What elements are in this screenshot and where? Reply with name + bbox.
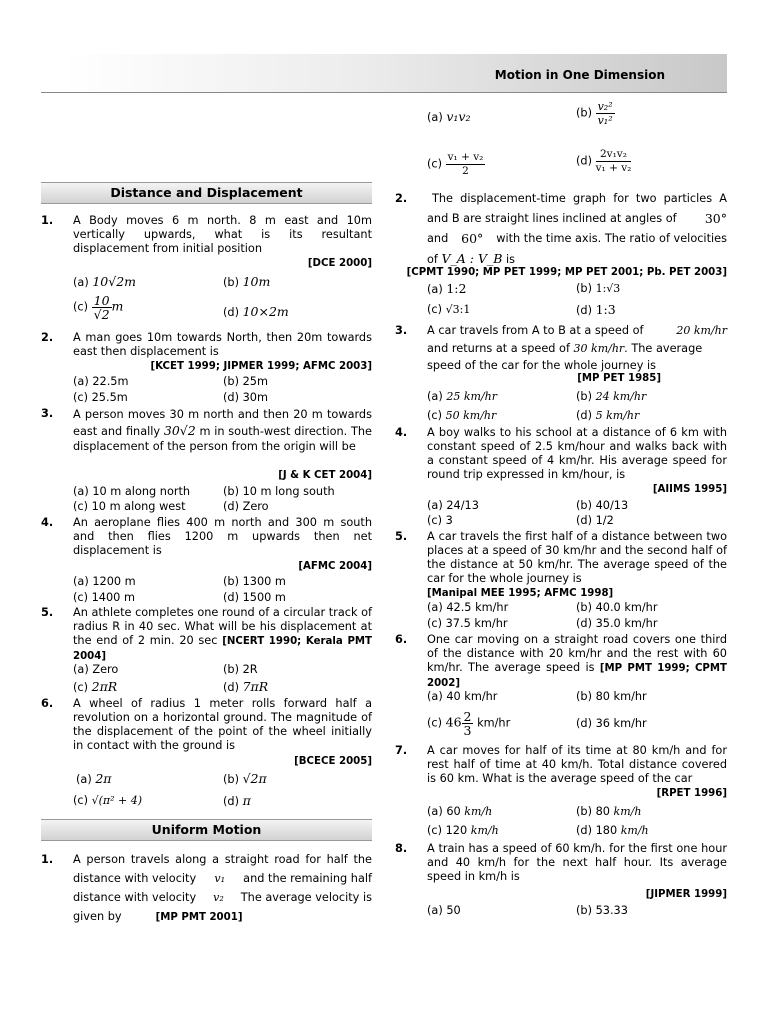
option-c: (c) √3:1	[427, 303, 471, 316]
question-number: 3.	[395, 324, 408, 337]
option-a: (a) v₁v₂	[427, 109, 471, 124]
question-source: [MP PET 1985]	[577, 373, 661, 384]
option-c: (c) $\frac{\text{v₁ + v₂}}{2}$	[427, 151, 484, 177]
option-b: (b) 25m	[223, 375, 268, 388]
question-number: 5.	[395, 530, 408, 543]
question-number: 2.	[41, 331, 54, 344]
question-text: A train has a speed of 60 km/h. for the first one hour and 40 km/h for the next half hour. Its average speed in km/h is	[427, 842, 727, 883]
option-b: (b) 40.0 km/hr	[576, 601, 658, 614]
option-d: (d) π	[223, 793, 251, 808]
question-number: 3.	[41, 407, 54, 420]
option-a: (a) 25 km/hr	[427, 390, 497, 403]
section-title-distance: Distance and Displacement	[41, 182, 372, 204]
question-text: An athlete completes one round of a circular track of radius R in 40 sec. What will be his displacement at the end of 2 min. 20 sec [NCERT 1990; Kerala PMT 2004]	[73, 606, 373, 662]
option-b: (b) 1300 m	[223, 575, 286, 588]
option-a: (a) 10 m along north	[73, 485, 191, 498]
option-a: (a) 42.5 km/hr	[427, 601, 509, 614]
option-b: (b) 10 m long south	[223, 485, 335, 498]
option-b: (b) 10m	[223, 274, 271, 289]
option-b: (b) 53.33	[576, 904, 628, 917]
question-source: [J & K CET 2004]	[278, 470, 372, 481]
question-number: 4.	[395, 426, 408, 439]
option-d: (d) 1500 m	[223, 591, 286, 604]
question-text: A Body moves 6 m north. 8 m east and 10m vertically upwards, what is its resultant displacement from initial position	[73, 214, 372, 255]
option-d: (d) $\frac{\text{2v₁v₂}}{\text{v₁ + v₂}}$	[576, 148, 632, 174]
option-c: (c) 120 km/h	[427, 824, 499, 837]
question-number: 1.	[41, 214, 54, 227]
question-number: 2.	[395, 192, 408, 205]
question-text: An aeroplane flies 400 m north and 300 m south and then flies 1200 m upwards then net displacement is	[73, 516, 372, 557]
question-source: [KCET 1999; JIPMER 1999; AFMC 2003]	[150, 361, 372, 372]
option-b: (b) 40/13	[576, 499, 629, 512]
option-b: (b) 80 km/h	[576, 805, 642, 818]
header-bar	[63, 54, 727, 92]
question-number: 7.	[395, 744, 408, 757]
question-text: A car moves for half of its time at 80 km/h and for rest half of time at 40 km/h. Total distance covered is 60 km. What is the average speed of the car	[427, 744, 727, 785]
option-a: (a) 22.5m	[73, 375, 129, 388]
option-a: (a) 60 km/h	[427, 805, 493, 818]
question-source: [AFMC 2004]	[298, 561, 372, 572]
question-source: [RPET 1996]	[656, 788, 727, 799]
option-c: (c) 50 km/hr	[427, 409, 497, 422]
question-text: A person moves 30 m north and then 20 m towards east and finally 30√2 m in south-west direction. The displacement of the person from the origin will be	[73, 408, 373, 453]
option-b: (b) 80 km/hr	[576, 690, 647, 703]
option-d: (d) 35.0 km/hr	[576, 617, 658, 630]
option-a: (a) 1200 m	[73, 575, 136, 588]
option-b: (b) 2R	[223, 663, 258, 676]
question-source: [AIIMS 1995]	[652, 484, 727, 495]
option-a: (a) 1:2	[427, 281, 467, 296]
header-rule	[41, 92, 727, 93]
option-b: (b) 1:√3	[576, 282, 621, 295]
option-c: (c) 37.5 km/hr	[427, 617, 508, 630]
option-c: (c) 2πR	[73, 679, 118, 694]
question-number: 6.	[41, 697, 54, 710]
question-source: [Manipal MEE 1995; AFMC 1998]	[427, 588, 614, 599]
option-d: (d) 10×2m	[223, 304, 289, 319]
option-d: (d) 5 km/hr	[576, 409, 640, 422]
question-source: [CPMT 1990; MP PET 1999; MP PET 2001; Pb. PET 2003]	[406, 267, 727, 278]
question-source: [DCE 2000]	[307, 258, 372, 269]
option-b: (b) 24 km/hr	[576, 390, 647, 403]
option-b: (b) √2π	[223, 771, 267, 786]
option-c: (c) 3	[427, 514, 453, 527]
option-a: (a) 10√2m	[73, 274, 137, 289]
option-d: (d) 180 km/h	[576, 824, 649, 837]
chapter-title: Motion in One Dimension	[494, 68, 665, 82]
question-text: A man goes 10m towards North, then 20m towards east then displacement is	[73, 331, 372, 358]
question-number: 5.	[41, 606, 54, 619]
question-text: One car moving on a straight road covers one third of the distance with 20 km/hr and the rest with 60 km/hr. The average speed is [MP PMT 1999; CPMT 2002]	[427, 633, 727, 689]
question-number: 4.	[41, 516, 54, 529]
section-title-uniform-motion: Uniform Motion	[41, 819, 372, 841]
option-d: (d) Zero	[223, 500, 269, 513]
option-d: (d) 7πR	[223, 679, 269, 694]
question-text: A wheel of radius 1 meter rolls forward half a revolution on a horizontal ground. The magnitude of the displacement of the point of the wheel initially in contact with the ground is	[73, 697, 372, 752]
question-source: [JIPMER 1999]	[645, 889, 727, 900]
option-a: (a) 24/13	[427, 499, 479, 512]
option-b: (b) $\frac{\text{v₂²}}{\text{v₁²}}$	[576, 100, 613, 127]
option-d: (d) 30m	[223, 391, 268, 404]
question-number: 8.	[395, 842, 408, 855]
option-c: (c) $\frac{10}{√2}$ m	[73, 293, 124, 322]
option-a: (a) 40 km/hr	[427, 690, 498, 703]
option-a: (a) 50	[427, 904, 461, 917]
option-c: (c) 10 m along west	[73, 500, 186, 513]
option-d: (d) 1:3	[576, 302, 616, 317]
question-source: [BCECE 2005]	[294, 756, 372, 767]
option-c: (c) 1400 m	[73, 591, 135, 604]
question-text: A car travels the first half of a distance between two places at a speed of 30 km/hr and the second half of the distance at 50 km/hr. The average speed of the car for the whole journey is	[427, 530, 727, 585]
question-text: A boy walks to his school at a distance of 6 km with constant speed of 2.5 km/hour and walks back with a constant speed of 4 km/hr. His average speed for round trip expressed in km/hour, is	[427, 426, 727, 481]
option-d: (d) 1/2	[576, 514, 614, 527]
option-d: (d) 36 km/hr	[576, 717, 647, 730]
question-number: 1.	[41, 853, 54, 866]
question-number: 6.	[395, 633, 408, 646]
option-a: (a) Zero	[73, 663, 119, 676]
option-a: (a) 2π	[76, 771, 112, 786]
option-c: (c) √(π² + 4)	[73, 794, 143, 807]
option-c: (c) 25.5m	[73, 391, 128, 404]
option-c: (c) 46 $\frac{2}{3}$ km/hr	[427, 709, 511, 738]
